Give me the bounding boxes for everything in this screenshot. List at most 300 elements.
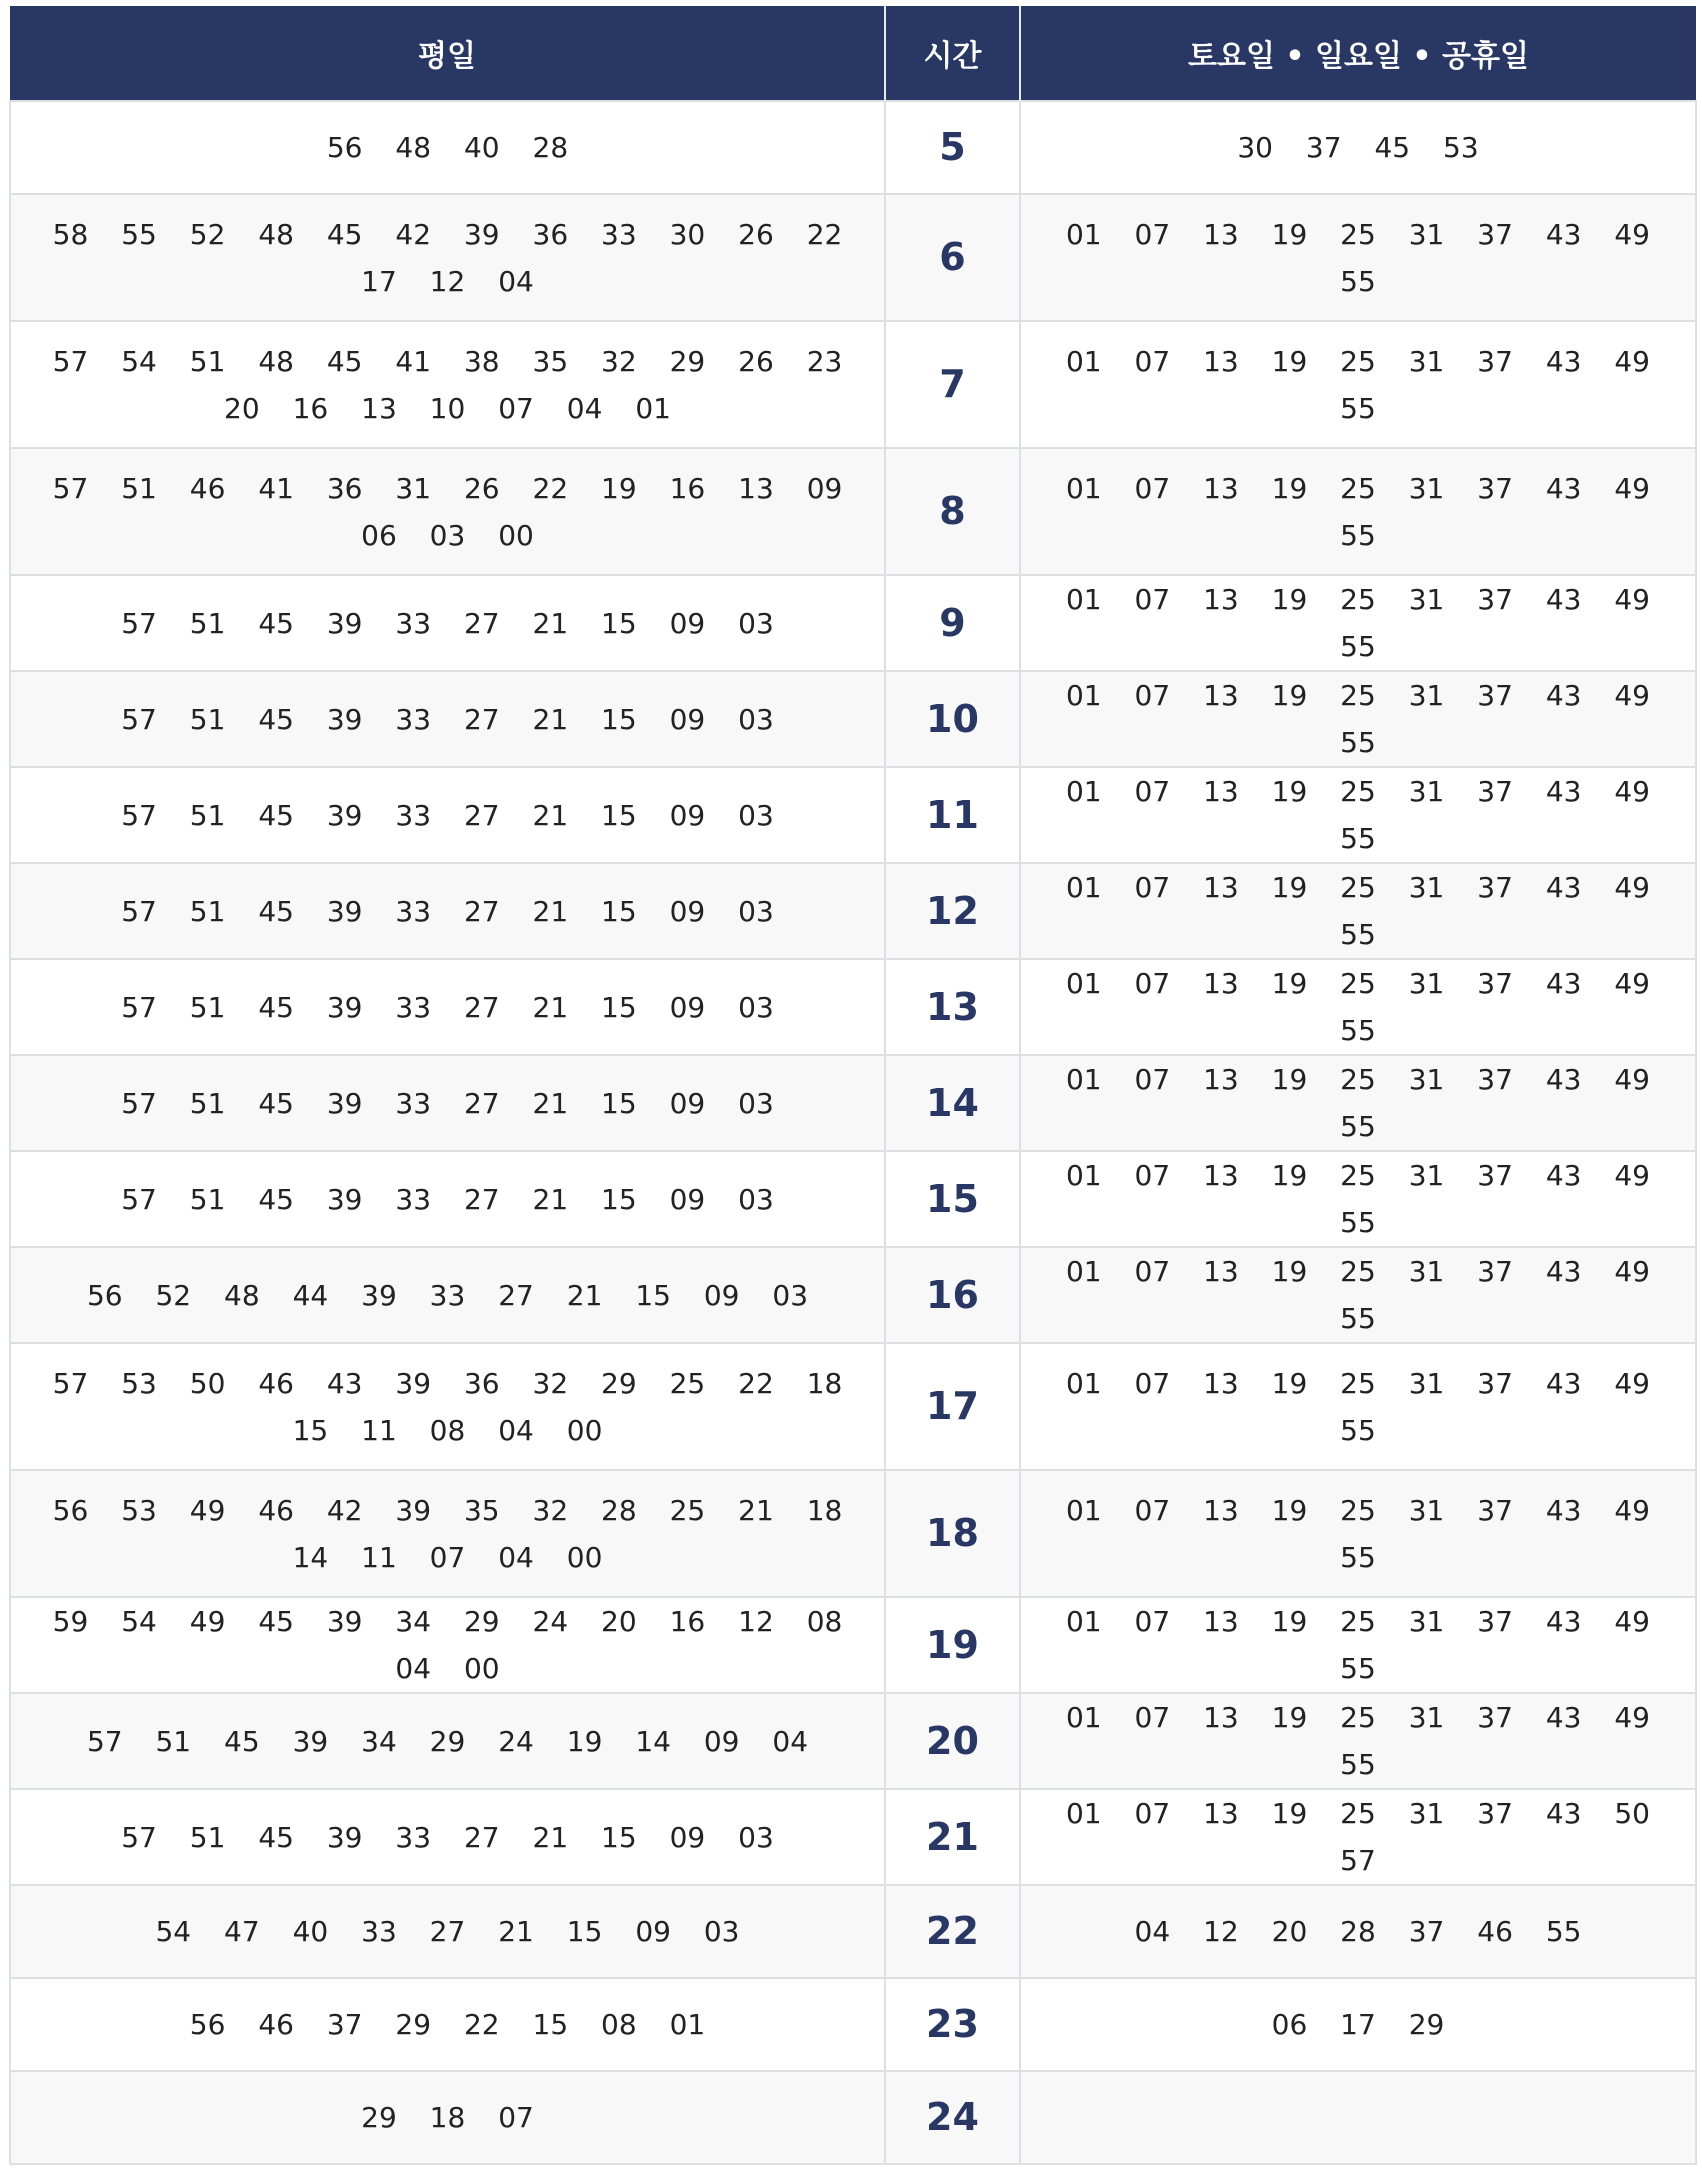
- table-row: [10, 1789, 1696, 1885]
- departure-minute: 45: [258, 798, 294, 832]
- departure-minute: 07: [1134, 1605, 1171, 1638]
- departure-minute: 25: [669, 1493, 706, 1527]
- hour-cell: 8: [885, 448, 1020, 575]
- departure-minute: 13: [1203, 1605, 1239, 1638]
- departure-minute: 21: [498, 1915, 534, 1948]
- weekend-minutes-cell: [1020, 2071, 1696, 2164]
- departure-minute: 25: [1340, 871, 1376, 904]
- departure-minute: 33: [395, 1086, 432, 1120]
- weekend-minutes-cell: [1020, 1789, 1696, 1885]
- departure-minute: 55: [1340, 1540, 1376, 1574]
- departure-minute: 09: [669, 798, 706, 832]
- departure-minute: 57: [1340, 1844, 1376, 1877]
- departure-minute: 07: [1134, 344, 1171, 378]
- departure-minute: 16: [669, 471, 706, 505]
- departure-minute: 27: [463, 1086, 500, 1120]
- departure-minute: 45: [258, 894, 294, 928]
- departure-minute: 39: [326, 1605, 363, 1638]
- departure-minute: 55: [1340, 822, 1376, 855]
- departure-minute: 01: [1065, 1797, 1102, 1830]
- departure-minute: 55: [1340, 1652, 1376, 1685]
- departure-minute: 39: [326, 1820, 363, 1854]
- departure-minute: 45: [258, 702, 294, 736]
- departure-minute: 41: [258, 471, 294, 505]
- departure-minute: 57: [121, 798, 157, 832]
- table-row: [10, 1343, 1696, 1470]
- departure-minute: 29: [1408, 2008, 1445, 2041]
- table-row: [10, 1885, 1696, 1978]
- table-row: [10, 1247, 1696, 1343]
- departure-minute: 09: [635, 1915, 671, 1948]
- departure-minute: 43: [1545, 871, 1582, 904]
- departure-minute: 13: [1203, 471, 1239, 505]
- hour-column-header: 시간: [885, 6, 1020, 101]
- weekend-minutes-cell: [1020, 1151, 1696, 1247]
- departure-minute: 37: [1477, 1605, 1513, 1638]
- table-row: [10, 1055, 1696, 1151]
- departure-minute: 39: [326, 990, 363, 1024]
- table-row: [10, 575, 1696, 671]
- departure-minute: 00: [566, 1540, 603, 1574]
- departure-minute: 31: [1408, 1063, 1445, 1096]
- departure-minute: 07: [1134, 679, 1171, 712]
- departure-minute: 13: [1203, 871, 1239, 904]
- departure-minute: 01: [1065, 1159, 1102, 1192]
- departure-minute: 15: [601, 606, 637, 640]
- departure-minute: 39: [395, 1493, 432, 1527]
- departure-minute: 25: [1340, 1366, 1376, 1400]
- departure-minute: 43: [1545, 1797, 1582, 1830]
- departure-minute: 18: [806, 1366, 843, 1400]
- departure-minute: 13: [1203, 679, 1239, 712]
- departure-minute: 19: [1271, 471, 1308, 505]
- weekend-minutes-cell: [1020, 1693, 1696, 1789]
- departure-minute: 27: [463, 990, 500, 1024]
- departure-minute: 13: [1203, 217, 1239, 251]
- departure-minute: 07: [1134, 967, 1171, 1000]
- weekday-minutes-cell: [10, 1885, 885, 1978]
- departure-minute: 24: [532, 1605, 569, 1638]
- departure-minute: 51: [155, 1724, 192, 1758]
- hour-cell: 12: [885, 863, 1020, 959]
- departure-minute: 25: [1340, 1255, 1376, 1288]
- departure-minute: 57: [52, 471, 89, 505]
- departure-minute: 33: [395, 702, 432, 736]
- hour-cell: 9: [885, 575, 1020, 671]
- timetable-container: [9, 6, 1695, 2165]
- departure-minute: 36: [532, 217, 569, 251]
- departure-minute: 26: [738, 344, 774, 378]
- departure-minute: 19: [1271, 1797, 1308, 1830]
- departure-minute: 13: [1203, 1797, 1239, 1830]
- weekend-minutes-cell: [1020, 767, 1696, 863]
- departure-minute: 45: [258, 1605, 294, 1638]
- departure-minute: 27: [463, 702, 500, 736]
- hour-cell: 13: [885, 959, 1020, 1055]
- weekend-minutes-cell: [1020, 1055, 1696, 1151]
- departure-minute: 13: [1203, 967, 1239, 1000]
- departure-minute: 06: [1271, 2008, 1308, 2041]
- departure-minute: 36: [326, 471, 363, 505]
- weekend-minutes-cell: [1020, 1470, 1696, 1597]
- table-row: [10, 767, 1696, 863]
- departure-minute: 55: [1340, 726, 1376, 759]
- departure-minute: 49: [1614, 1701, 1650, 1734]
- departure-minute: 55: [1545, 1915, 1582, 1948]
- hour-cell: 24: [885, 2071, 1020, 2164]
- departure-minute: 45: [258, 606, 294, 640]
- departure-minute: 09: [703, 1278, 740, 1312]
- departure-minute: 34: [395, 1605, 432, 1638]
- departure-minute: 13: [1203, 1366, 1239, 1400]
- departure-minute: 39: [395, 1366, 432, 1400]
- departure-minute: 07: [1134, 1701, 1171, 1734]
- departure-minute: 19: [1271, 775, 1308, 808]
- hour-cell: 7: [885, 321, 1020, 448]
- departure-minute: 25: [1340, 1063, 1376, 1096]
- departure-minute: 07: [429, 1540, 466, 1574]
- departure-minute: 46: [189, 471, 226, 505]
- hour-cell: 11: [885, 767, 1020, 863]
- hour-cell: 16: [885, 1247, 1020, 1343]
- weekday-minutes-cell: [10, 1693, 885, 1789]
- weekend-minutes-cell: [1020, 101, 1696, 194]
- departure-minute: 57: [121, 606, 157, 640]
- departure-minute: 09: [669, 894, 706, 928]
- weekday-minutes-cell: [10, 959, 885, 1055]
- hour-cell: 21: [885, 1789, 1020, 1885]
- weekday-minutes-cell: [10, 863, 885, 959]
- departure-minute: 15: [601, 990, 637, 1024]
- departure-minute: 01: [1065, 1063, 1102, 1096]
- departure-minute: 15: [601, 702, 637, 736]
- departure-minute: 27: [463, 1182, 500, 1216]
- departure-minute: 01: [1065, 1605, 1102, 1638]
- departure-minute: 33: [361, 1915, 397, 1948]
- hour-cell: 15: [885, 1151, 1020, 1247]
- departure-minute: 00: [498, 518, 534, 552]
- departure-minute: 01: [1065, 1255, 1102, 1288]
- departure-minute: 22: [806, 217, 843, 251]
- departure-minute: 32: [532, 1493, 569, 1527]
- departure-minute: 49: [1614, 1493, 1650, 1527]
- departure-minute: 00: [463, 1652, 500, 1685]
- departure-minute: 10: [429, 391, 466, 425]
- departure-minute: 09: [703, 1724, 740, 1758]
- departure-minute: 46: [258, 1493, 294, 1527]
- departure-minute: 07: [1134, 583, 1171, 616]
- departure-minute: 37: [326, 2008, 363, 2041]
- departure-minute: 49: [1614, 871, 1650, 904]
- departure-minute: 50: [189, 1366, 226, 1400]
- departure-minute: 49: [1614, 967, 1650, 1000]
- departure-minute: 03: [738, 1086, 774, 1120]
- departure-minute: 15: [292, 1413, 329, 1447]
- departure-minute: 01: [1065, 1366, 1102, 1400]
- departure-minute: 49: [1614, 344, 1650, 378]
- departure-minute: 07: [1134, 1797, 1171, 1830]
- departure-minute: 21: [532, 1182, 569, 1216]
- departure-minute: 19: [1271, 1493, 1308, 1527]
- departure-minute: 19: [1271, 1605, 1308, 1638]
- departure-minute: 03: [772, 1278, 809, 1312]
- departure-minute: 49: [1614, 1159, 1650, 1192]
- departure-minute: 21: [532, 798, 569, 832]
- departure-minute: 32: [601, 344, 637, 378]
- departure-minute: 37: [1477, 1701, 1513, 1734]
- departure-minute: 19: [1271, 679, 1308, 712]
- departure-minute: 37: [1477, 583, 1513, 616]
- departure-minute: 29: [429, 1724, 466, 1758]
- departure-minute: 29: [669, 344, 706, 378]
- departure-minute: 01: [1065, 775, 1102, 808]
- departure-minute: 09: [669, 990, 706, 1024]
- departure-minute: 45: [258, 1182, 294, 1216]
- departure-minute: 26: [463, 471, 500, 505]
- table-row: [10, 101, 1696, 194]
- departure-minute: 21: [532, 606, 569, 640]
- departure-minute: 15: [635, 1278, 671, 1312]
- table-row: [10, 448, 1696, 575]
- table-row: [10, 1693, 1696, 1789]
- departure-minute: 51: [189, 798, 226, 832]
- departure-minute: 33: [395, 798, 432, 832]
- departure-minute: 01: [1065, 471, 1102, 505]
- departure-minute: 01: [1065, 583, 1102, 616]
- departure-minute: 03: [738, 606, 774, 640]
- departure-minute: 04: [772, 1724, 809, 1758]
- weekend-column-header: 토요일 • 일요일 • 공휴일: [1020, 6, 1696, 101]
- departure-minute: 07: [1134, 471, 1171, 505]
- departure-minute: 01: [635, 391, 671, 425]
- departure-minute: 39: [326, 702, 363, 736]
- table-row: [10, 321, 1696, 448]
- hour-cell: 10: [885, 671, 1020, 767]
- departure-minute: 55: [1340, 630, 1376, 663]
- departure-minute: 14: [635, 1724, 671, 1758]
- departure-minute: 42: [395, 217, 432, 251]
- departure-minute: 38: [463, 344, 500, 378]
- weekday-minutes-cell: [10, 448, 885, 575]
- departure-minute: 40: [292, 1915, 329, 1948]
- departure-minute: 43: [1545, 471, 1582, 505]
- departure-minute: 57: [121, 702, 157, 736]
- departure-minute: 03: [738, 1182, 774, 1216]
- departure-minute: 37: [1477, 775, 1513, 808]
- departure-minute: 31: [1408, 871, 1445, 904]
- departure-minute: 39: [326, 798, 363, 832]
- departure-minute: 25: [1340, 1797, 1376, 1830]
- departure-minute: 04: [1134, 1915, 1171, 1948]
- departure-minute: 30: [1237, 131, 1273, 164]
- weekday-minutes-cell: [10, 101, 885, 194]
- departure-minute: 55: [121, 217, 157, 251]
- departure-minute: 45: [326, 217, 363, 251]
- departure-minute: 08: [429, 1413, 466, 1447]
- departure-minute: 28: [601, 1493, 637, 1527]
- weekday-minutes-cell: [10, 1055, 885, 1151]
- departure-minute: 37: [1477, 967, 1513, 1000]
- departure-minute: 21: [738, 1493, 774, 1527]
- departure-minute: 13: [361, 391, 397, 425]
- departure-minute: 37: [1477, 471, 1513, 505]
- departure-minute: 31: [395, 471, 432, 505]
- departure-minute: 55: [1340, 918, 1376, 951]
- departure-minute: 15: [601, 798, 637, 832]
- departure-minute: 37: [1477, 1493, 1513, 1527]
- departure-minute: 25: [1340, 1493, 1376, 1527]
- departure-minute: 21: [566, 1278, 603, 1312]
- departure-minute: 46: [258, 1366, 294, 1400]
- departure-minute: 43: [1545, 1366, 1582, 1400]
- weekday-minutes-cell: [10, 321, 885, 448]
- departure-minute: 33: [429, 1278, 466, 1312]
- departure-minute: 07: [1134, 1493, 1171, 1527]
- departure-minute: 27: [498, 1278, 534, 1312]
- departure-minute: 57: [121, 1086, 157, 1120]
- departure-minute: 51: [189, 1086, 226, 1120]
- departure-minute: 18: [806, 1493, 843, 1527]
- departure-minute: 43: [1545, 1605, 1582, 1638]
- weekday-minutes-cell: [10, 1470, 885, 1597]
- departure-minute: 12: [738, 1605, 774, 1638]
- weekday-minutes-cell: [10, 2071, 885, 2164]
- departure-minute: 39: [326, 606, 363, 640]
- departure-minute: 46: [1477, 1915, 1513, 1948]
- departure-minute: 49: [189, 1605, 226, 1638]
- departure-minute: 01: [669, 2008, 706, 2041]
- departure-minute: 29: [361, 2101, 397, 2134]
- departure-minute: 28: [1340, 1915, 1376, 1948]
- departure-minute: 03: [738, 798, 774, 832]
- departure-minute: 13: [1203, 583, 1239, 616]
- weekend-minutes-cell: [1020, 1247, 1696, 1343]
- hour-cell: 20: [885, 1693, 1020, 1789]
- hour-cell: 5: [885, 101, 1020, 194]
- departure-minute: 51: [189, 606, 226, 640]
- departure-minute: 31: [1408, 1366, 1445, 1400]
- departure-minute: 56: [86, 1278, 123, 1312]
- departure-minute: 33: [395, 894, 432, 928]
- departure-minute: 39: [326, 1182, 363, 1216]
- departure-minute: 17: [1340, 2008, 1376, 2041]
- departure-minute: 45: [258, 1086, 294, 1120]
- departure-minute: 13: [738, 471, 774, 505]
- departure-minute: 19: [1271, 871, 1308, 904]
- departure-minute: 51: [121, 471, 157, 505]
- weekday-minutes-cell: [10, 1978, 885, 2071]
- weekend-minutes-cell: [1020, 1597, 1696, 1693]
- departure-minute: 37: [1477, 1797, 1513, 1830]
- departure-minute: 19: [1271, 1063, 1308, 1096]
- departure-minute: 29: [395, 2008, 432, 2041]
- departure-minute: 31: [1408, 471, 1445, 505]
- departure-minute: 15: [566, 1915, 603, 1948]
- departure-minute: 31: [1408, 775, 1445, 808]
- departure-minute: 49: [189, 1493, 226, 1527]
- hour-cell: 17: [885, 1343, 1020, 1470]
- departure-minute: 54: [121, 344, 157, 378]
- weekday-minutes-cell: [10, 1151, 885, 1247]
- departure-minute: 12: [429, 264, 466, 298]
- departure-minute: 28: [532, 131, 569, 164]
- hour-cell: 22: [885, 1885, 1020, 1978]
- departure-minute: 36: [463, 1366, 500, 1400]
- departure-minute: 22: [532, 471, 569, 505]
- departure-minute: 33: [395, 606, 432, 640]
- departure-minute: 30: [669, 217, 706, 251]
- departure-minute: 49: [1614, 679, 1650, 712]
- departure-minute: 48: [258, 344, 294, 378]
- weekday-minutes-cell: [10, 1343, 885, 1470]
- departure-minute: 40: [463, 131, 500, 164]
- departure-minute: 04: [498, 264, 534, 298]
- departure-minute: 07: [1134, 871, 1171, 904]
- departure-minute: 45: [258, 1820, 294, 1854]
- departure-minute: 39: [463, 217, 500, 251]
- departure-minute: 37: [1477, 1063, 1513, 1096]
- departure-minute: 51: [189, 344, 226, 378]
- departure-minute: 57: [121, 1820, 157, 1854]
- departure-minute: 31: [1408, 344, 1445, 378]
- departure-minute: 25: [1340, 775, 1376, 808]
- departure-minute: 58: [52, 217, 89, 251]
- departure-minute: 22: [738, 1366, 774, 1400]
- departure-minute: 07: [1134, 1063, 1171, 1096]
- timetable-body: [10, 101, 1696, 2164]
- departure-minute: 57: [52, 1366, 89, 1400]
- departure-minute: 09: [669, 606, 706, 640]
- departure-minute: 19: [1271, 583, 1308, 616]
- departure-minute: 19: [1271, 217, 1308, 251]
- departure-minute: 25: [1340, 344, 1376, 378]
- departure-minute: 49: [1614, 583, 1650, 616]
- weekend-minutes-cell: [1020, 959, 1696, 1055]
- departure-minute: 47: [224, 1915, 260, 1948]
- departure-minute: 55: [1340, 1014, 1376, 1047]
- departure-minute: 56: [189, 2008, 226, 2041]
- table-row: [10, 863, 1696, 959]
- weekend-minutes-cell: [1020, 1885, 1696, 1978]
- departure-minute: 07: [1134, 217, 1171, 251]
- departure-minute: 25: [1340, 967, 1376, 1000]
- departure-minute: 57: [121, 990, 157, 1024]
- table-row: [10, 671, 1696, 767]
- bus-timetable: [9, 6, 1697, 2165]
- departure-minute: 31: [1408, 1255, 1445, 1288]
- departure-minute: 55: [1340, 264, 1376, 298]
- weekday-minutes-cell: [10, 671, 885, 767]
- departure-minute: 15: [601, 1086, 637, 1120]
- departure-minute: 51: [189, 990, 226, 1024]
- table-row: [10, 1597, 1696, 1693]
- weekend-minutes-cell: [1020, 448, 1696, 575]
- departure-minute: 45: [1374, 131, 1411, 164]
- departure-minute: 01: [1065, 679, 1102, 712]
- departure-minute: 57: [121, 1182, 157, 1216]
- table-row: [10, 1978, 1696, 2071]
- weekday-minutes-cell: [10, 1247, 885, 1343]
- departure-minute: 37: [1477, 1159, 1513, 1192]
- departure-minute: 25: [1340, 1159, 1376, 1192]
- departure-minute: 52: [155, 1278, 192, 1312]
- departure-minute: 03: [738, 990, 774, 1024]
- departure-minute: 37: [1477, 217, 1513, 251]
- departure-minute: 31: [1408, 1493, 1445, 1527]
- departure-minute: 25: [1340, 583, 1376, 616]
- departure-minute: 39: [292, 1724, 329, 1758]
- departure-minute: 21: [532, 990, 569, 1024]
